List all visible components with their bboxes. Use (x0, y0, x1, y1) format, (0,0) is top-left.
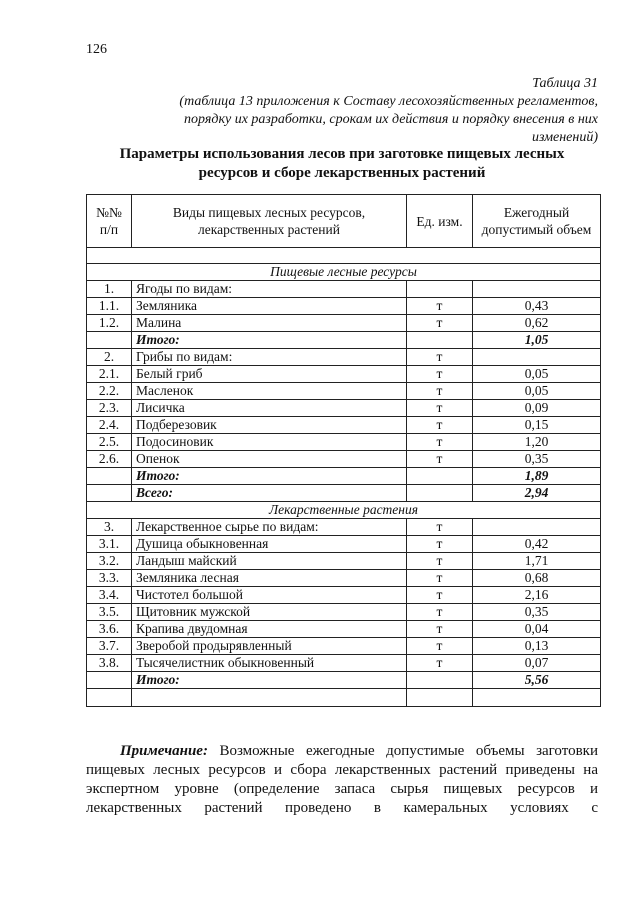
table-row (87, 468, 601, 485)
cell-volume: 0,42 (473, 536, 601, 553)
resources-table (86, 194, 601, 707)
note-line-3: экспертном уровне (определение запаса сырья пищевых ресурсов и (86, 781, 598, 797)
table-row (87, 434, 601, 451)
cell-unit: т (407, 655, 473, 672)
cell-num: 3.5. (87, 604, 132, 621)
cell-num (87, 332, 132, 349)
cell-name: Масленок (132, 383, 407, 400)
heading-line: ресурсов и сборе лекарственных растений (198, 165, 486, 181)
table-row (87, 604, 601, 621)
header-name: Виды пищевых лесных ресурсов, лекарственных растений (132, 195, 407, 248)
cell-volume: 0,35 (473, 451, 601, 468)
cell-name: Лекарственное сырье по видам: (132, 519, 407, 536)
cell-num: 2.2. (87, 383, 132, 400)
note-line-1 (86, 742, 598, 761)
cell-unit (407, 485, 473, 502)
cell-name: Опенок (132, 451, 407, 468)
table-section-row (87, 264, 601, 281)
cell-name: Малина (132, 315, 407, 332)
page-number: 126 (86, 42, 107, 57)
table-section-row (87, 502, 601, 519)
table-row (87, 655, 601, 672)
cell-name: Земляника лесная (132, 570, 407, 587)
table-row (87, 332, 601, 349)
cell-num: 3.7. (87, 638, 132, 655)
section-title: Лекарственные растения (87, 502, 601, 519)
cell-num: 3.8. (87, 655, 132, 672)
cell-unit: т (407, 400, 473, 417)
cell-num: 3.1. (87, 536, 132, 553)
cell-num: 2.3. (87, 400, 132, 417)
cell-name: Чистотел большой (132, 587, 407, 604)
table-row (87, 553, 601, 570)
table-heading (86, 145, 598, 183)
cell-volume: 1,05 (473, 332, 601, 349)
cell-name: Ягоды по видам: (132, 281, 407, 298)
cell-volume (473, 519, 601, 536)
cell-volume: 0,09 (473, 400, 601, 417)
cell-num (87, 485, 132, 502)
table-row (87, 281, 601, 298)
cell-volume: 0,35 (473, 604, 601, 621)
note-label: Примечание: (120, 743, 208, 759)
table-empty-row (87, 689, 601, 707)
cell-num: 3.6. (87, 621, 132, 638)
cell-volume (473, 349, 601, 366)
cell-name: Лисичка (132, 400, 407, 417)
cell-volume: 0,05 (473, 383, 601, 400)
cell-unit: т (407, 536, 473, 553)
table-caption (120, 75, 598, 147)
cell-name: Итого: (132, 672, 407, 689)
cell-num: 2.4. (87, 417, 132, 434)
cell-volume: 0,07 (473, 655, 601, 672)
cell-name: Итого: (132, 332, 407, 349)
header-volume: Ежегодный допустимый объем (473, 195, 601, 248)
cell-name: Крапива двудомная (132, 621, 407, 638)
note-line-4: лекарственных растений проведено в камеральных условиях с (86, 800, 598, 816)
cell-unit: т (407, 451, 473, 468)
cell-unit (407, 281, 473, 298)
cell-unit: т (407, 315, 473, 332)
cell-name: Тысячелистник обыкновенный (132, 655, 407, 672)
table-row (87, 451, 601, 468)
cell-unit: т (407, 587, 473, 604)
table-row (87, 298, 601, 315)
cell-unit: т (407, 553, 473, 570)
cell-name: Всего: (132, 485, 407, 502)
cell-unit: т (407, 519, 473, 536)
cell-volume: 0,15 (473, 417, 601, 434)
cell-unit: т (407, 434, 473, 451)
table-row (87, 536, 601, 553)
table-row (87, 485, 601, 502)
cell-name: Подберезовик (132, 417, 407, 434)
cell-unit: т (407, 638, 473, 655)
caption-line: порядку их разработки, срокам их действия и порядку внесения в них (184, 112, 598, 127)
cell-unit: т (407, 570, 473, 587)
cell-unit: т (407, 383, 473, 400)
cell-volume: 0,05 (473, 366, 601, 383)
cell-num: 2.1. (87, 366, 132, 383)
table-row (87, 621, 601, 638)
cell-num: 3. (87, 519, 132, 536)
cell-num: 3.2. (87, 553, 132, 570)
table-header-row (87, 195, 601, 248)
caption-line: изменений) (531, 130, 598, 145)
table-spacer-row (87, 248, 601, 264)
heading-line: Параметры использования лесов при заготовке пищевых лесных (119, 146, 565, 162)
cell-num: 1.1. (87, 298, 132, 315)
table-row (87, 587, 601, 604)
cell-volume: 2,94 (473, 485, 601, 502)
header-unit: Ед. изм. (407, 195, 473, 248)
cell-volume: 0,68 (473, 570, 601, 587)
cell-volume: 0,04 (473, 621, 601, 638)
section-title: Пищевые лесные ресурсы (87, 264, 601, 281)
table-row (87, 315, 601, 332)
note-paragraph (86, 742, 598, 818)
cell-num: 3.3. (87, 570, 132, 587)
cell-volume: 1,89 (473, 468, 601, 485)
cell-num: 3.4. (87, 587, 132, 604)
cell-unit (407, 672, 473, 689)
cell-name: Душица обыкновенная (132, 536, 407, 553)
cell-unit: т (407, 621, 473, 638)
note-line-2: пищевых лесных ресурсов и сбора лекарственных растений приведены на (86, 762, 598, 778)
cell-name: Щитовник мужской (132, 604, 407, 621)
cell-name: Зверобой продырявленный (132, 638, 407, 655)
cell-num: 2. (87, 349, 132, 366)
cell-unit: т (407, 604, 473, 621)
table-row (87, 638, 601, 655)
cell-num (87, 672, 132, 689)
cell-volume: 1,20 (473, 434, 601, 451)
cell-volume: 0,13 (473, 638, 601, 655)
cell-unit: т (407, 298, 473, 315)
table-row (87, 417, 601, 434)
cell-num (87, 468, 132, 485)
cell-num: 1.2. (87, 315, 132, 332)
cell-num: 1. (87, 281, 132, 298)
caption-line: Таблица 31 (532, 76, 598, 91)
note-text: Возможные ежегодные допустимые объемы заготовки (207, 743, 598, 759)
cell-unit: т (407, 366, 473, 383)
cell-volume (473, 281, 601, 298)
cell-volume: 1,71 (473, 553, 601, 570)
cell-num: 2.5. (87, 434, 132, 451)
table-row (87, 366, 601, 383)
cell-unit (407, 468, 473, 485)
cell-unit: т (407, 417, 473, 434)
cell-name: Ландыш майский (132, 553, 407, 570)
cell-name: Земляника (132, 298, 407, 315)
table-row (87, 400, 601, 417)
cell-volume: 0,43 (473, 298, 601, 315)
table-row (87, 349, 601, 366)
caption-line: (таблица 13 приложения к Составу лесохозяйственных регламентов, (179, 94, 598, 109)
cell-num: 2.6. (87, 451, 132, 468)
table-row (87, 570, 601, 587)
table-row (87, 383, 601, 400)
cell-name: Белый гриб (132, 366, 407, 383)
header-num: №№ п/п (87, 195, 132, 248)
cell-unit (407, 332, 473, 349)
cell-name: Итого: (132, 468, 407, 485)
cell-name: Подосиновик (132, 434, 407, 451)
table-row (87, 672, 601, 689)
cell-name: Грибы по видам: (132, 349, 407, 366)
cell-volume: 5,56 (473, 672, 601, 689)
table-row (87, 519, 601, 536)
cell-volume: 2,16 (473, 587, 601, 604)
cell-unit: т (407, 349, 473, 366)
cell-volume: 0,62 (473, 315, 601, 332)
